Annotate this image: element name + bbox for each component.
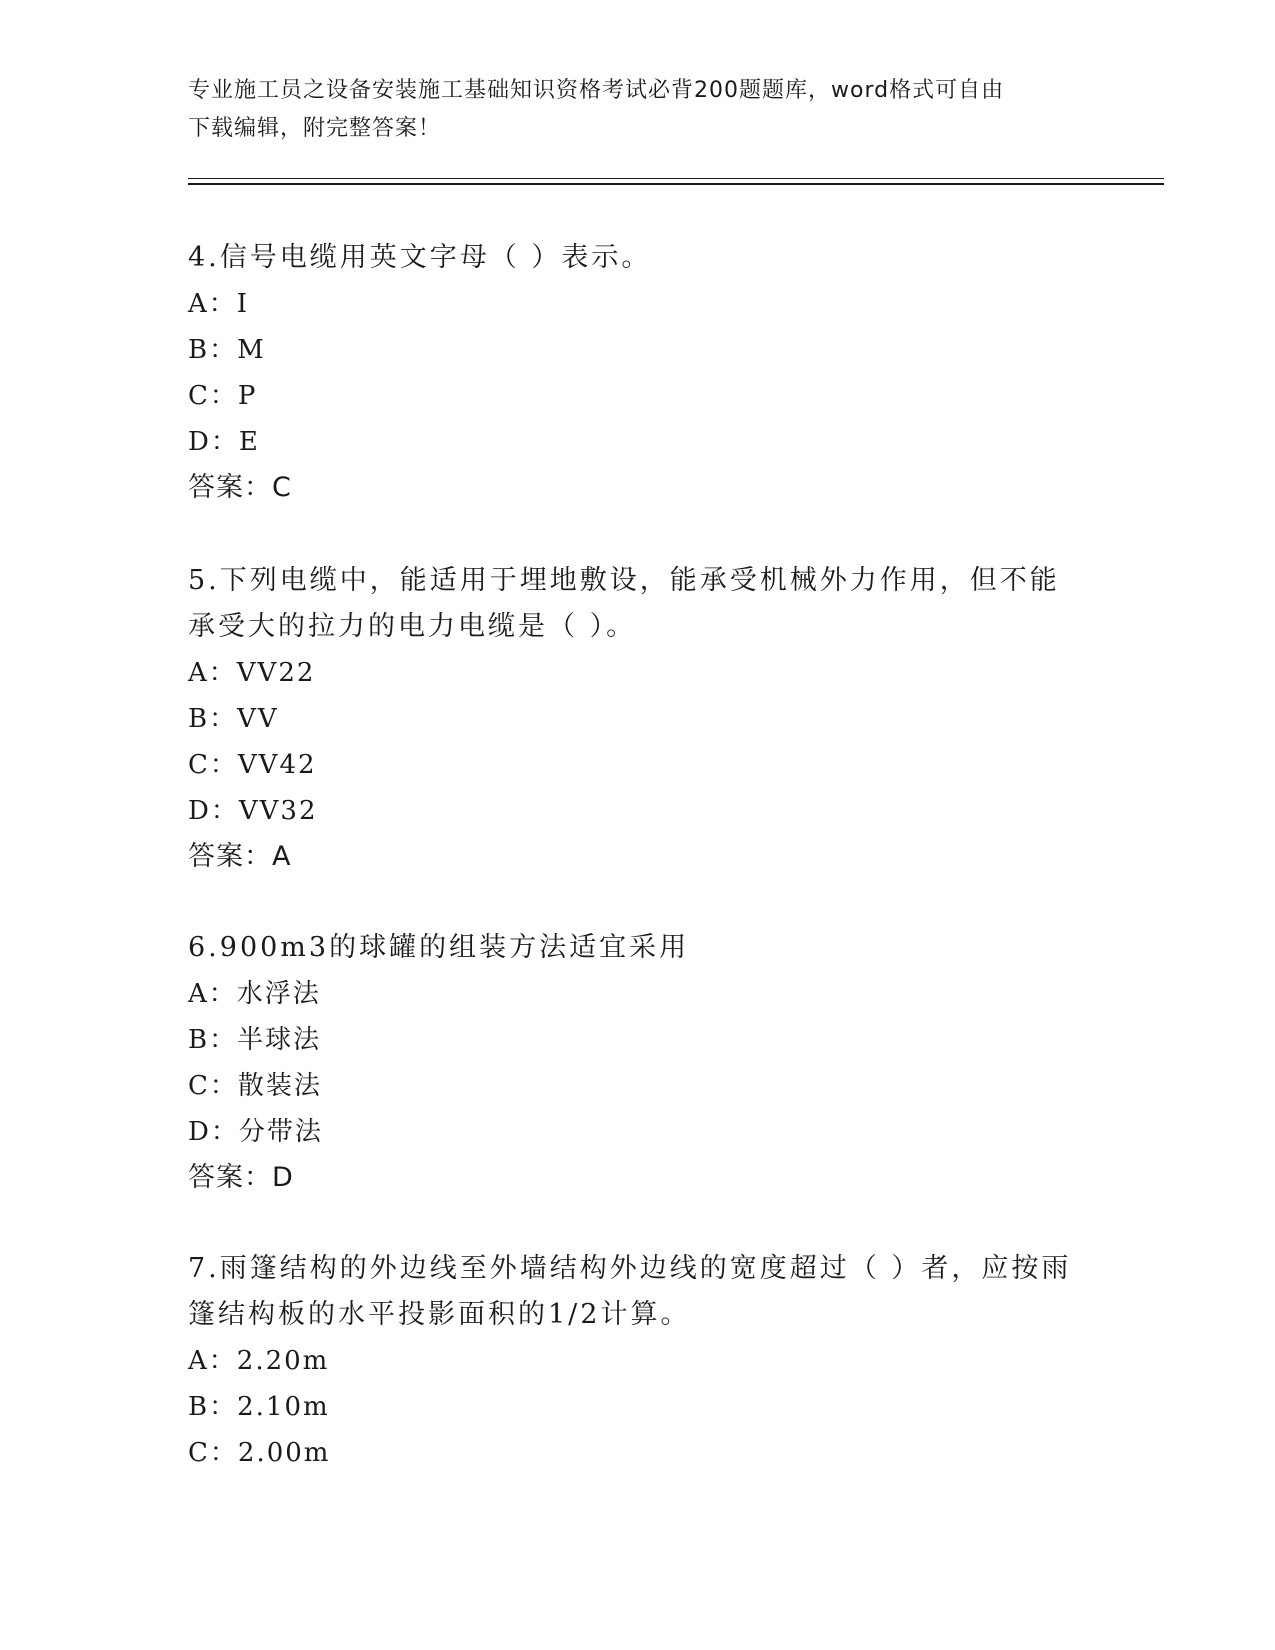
option-value: 分带法 [238,1117,323,1147]
question-text: 4.信号电缆用英文字母（ ）表示。 [188,242,652,273]
option-value: VV [237,704,279,734]
option-value: E [238,427,260,457]
header-divider-thick [188,183,1164,185]
option-a [188,281,1088,327]
option-value: 散装法 [237,1071,322,1101]
option-c [188,373,1088,419]
option-c [188,1063,1088,1109]
question-block [188,558,1088,880]
option-key: B： [188,335,238,365]
option-key: A： [188,979,237,1009]
option-key: A： [188,1346,237,1376]
header-divider-thin [188,178,1164,179]
option-key: B： [188,1392,238,1422]
option-value: 2.10m [237,1392,330,1422]
option-key: C： [188,750,238,780]
question-block [188,235,1088,511]
option-key: D： [188,1117,239,1147]
option-a [188,971,1088,1017]
option-key: C： [188,1438,238,1468]
option-key: B： [188,704,238,734]
option-key: A： [188,289,237,319]
answer-line: 答案：A [188,841,292,872]
option-a [188,650,1088,696]
option-key: D： [188,427,239,457]
question-text: 5.下列电缆中，能适用于埋地敷设，能承受机械外力作用，但不能承受大的拉力的电力电缆是（ ）。 [188,565,1060,642]
option-b [188,696,1088,742]
option-c [188,742,1088,788]
question-text: 7.雨篷结构的外边线至外墙结构外边线的宽度超过（ ）者，应按雨篷结构板的水平投影面积的1/2计算。 [188,1253,1072,1330]
header-line-2: 下载编辑，附完整答案！ [188,116,442,141]
document-header [188,72,1088,148]
question-block [188,925,1088,1201]
option-d [188,419,1088,465]
option-key: A： [188,658,237,688]
option-b [188,1384,1088,1430]
option-value: 半球法 [237,1025,322,1055]
option-value: VV32 [238,796,318,826]
answer-line: 答案：D [188,1162,294,1193]
option-value: 水浮法 [236,979,321,1009]
option-b [188,327,1088,373]
option-a [188,1338,1088,1384]
option-value: M [237,335,266,365]
option-value: I [236,289,250,319]
option-d [188,1109,1088,1155]
option-value: VV42 [237,750,317,780]
option-c [188,1430,1088,1476]
question-block [188,1246,1088,1476]
option-value: 2.00m [237,1438,331,1468]
option-key: C： [188,381,238,411]
option-value: 2.20m [236,1346,330,1376]
option-key: D： [188,796,239,826]
option-key: B： [188,1025,238,1055]
answer-line: 答案：C [188,472,292,503]
option-value: P [237,381,258,411]
option-value: VV22 [236,658,316,688]
option-key: C： [188,1071,238,1101]
option-b [188,1017,1088,1063]
header-line-1: 专业施工员之设备安装施工基础知识资格考试必背200题题库，word格式可自由 [188,78,1005,103]
option-d [188,788,1088,834]
question-text: 6.900m3的球罐的组装方法适宜采用 [188,932,690,963]
